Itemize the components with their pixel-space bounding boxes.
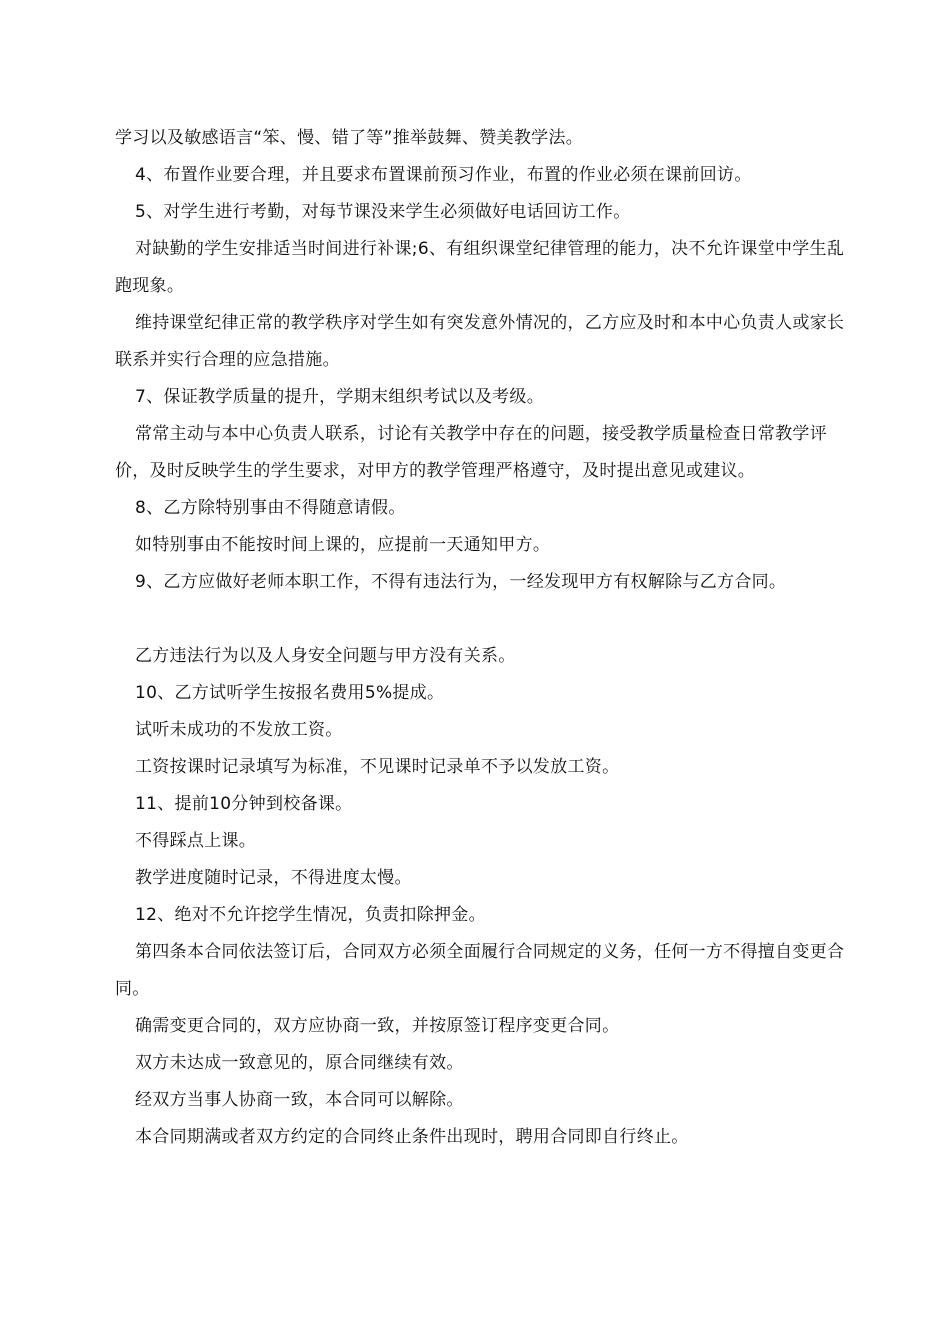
paragraph: 双方未达成一致意见的，原合同继续有效。 [135, 1053, 464, 1073]
paragraph: 乙方违法行为以及人身安全问题与甲方没有关系。 [135, 646, 516, 666]
document-body [115, 120, 845, 1156]
paragraph: 9、乙方应做好老师本职工作，不得有违法行为，一经发现甲方有权解除与乙方合同。 [135, 572, 787, 592]
paragraph: 学习以及敏感语言“笨、慢、错了等”推举鼓舞、赞美教学法。 [115, 128, 584, 148]
paragraph: 第四条本合同依法签订后，合同双方必须全面履行合同规定的义务，任何一方不得擅自变更合同。 [115, 942, 845, 999]
paragraph: 常常主动与本中心负责人联系，讨论有关教学中存在的问题，接受教学质量检查日常教学评价，及时反映学生的学生要求，对甲方的教学管理严格遵守，及时提出意见或建议。 [115, 424, 827, 481]
paragraph: 对缺勤的学生安排适当时间进行补课;6、有组织课堂纪律管理的能力，决不允许课堂中学生乱跑现象。 [115, 239, 845, 296]
paragraph: 4、布置作业要合理，并且要求布置课前预习作业，布置的作业必须在课前回访。 [135, 165, 752, 185]
paragraph: 12、绝对不允许挖学生情况，负责扣除押金。 [135, 905, 486, 925]
paragraph: 确需变更合同的，双方应协商一致，并按原签订程序变更合同。 [135, 1016, 620, 1036]
paragraph: 8、乙方除特别事由不得随意请假。 [135, 498, 406, 518]
paragraph: 11、提前10分钟到校备课。 [135, 794, 353, 814]
paragraph: 经双方当事人协商一致，本合同可以解除。 [135, 1090, 464, 1110]
paragraph: 如特别事由不能按时间上课的，应提前一天通知甲方。 [135, 535, 551, 555]
paragraph: 10、乙方试听学生按报名费用5%提成。 [135, 683, 445, 703]
paragraph: 试听未成功的不发放工资。 [135, 720, 343, 740]
paragraph: 不得踩点上课。 [135, 831, 257, 851]
paragraph: 工资按课时记录填写为标准，不见课时记录单不予以发放工资。 [135, 757, 620, 777]
paragraph: 教学进度随时记录，不得进度太慢。 [135, 868, 412, 888]
paragraph: 维持课堂纪律正常的教学秩序对学生如有突发意外情况的，乙方应及时和本中心负责人或家长联系并实行合理的应急措施。 [115, 313, 845, 370]
paragraph: 5、对学生进行考勤，对每节课没来学生必须做好电话回访工作。 [135, 202, 631, 222]
paragraph: 7、保证教学质量的提升，学期末组织考试以及考级。 [135, 387, 545, 407]
paragraph: 本合同期满或者双方约定的合同终止条件出现时，聘用合同即自行终止。 [135, 1127, 689, 1147]
